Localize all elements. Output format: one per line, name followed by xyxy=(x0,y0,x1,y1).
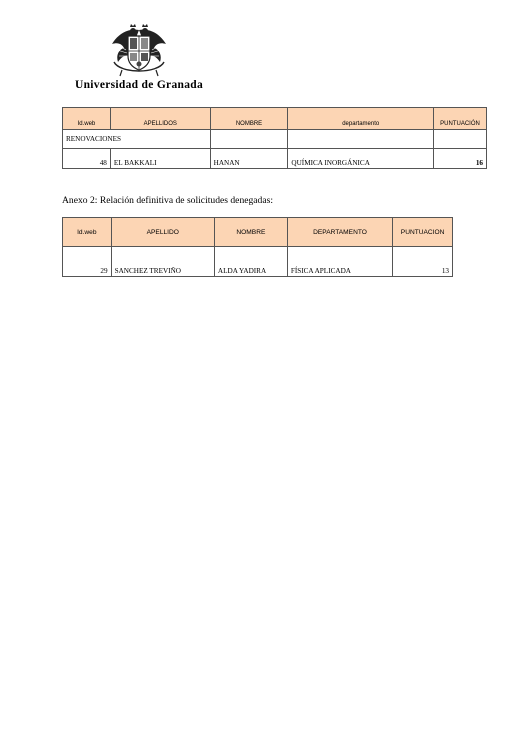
cell-puntuacion: 13 xyxy=(393,247,453,277)
empty-cell xyxy=(434,130,487,149)
cell-nombre: HANAN xyxy=(210,149,288,169)
column-header-apellido: APELLIDO xyxy=(111,218,214,247)
annex-2-title: Anexo 2: Relación definitiva de solicitudes denegadas: xyxy=(62,195,274,206)
university-logo xyxy=(108,22,170,78)
column-header-departamento: departamento xyxy=(288,108,434,130)
column-header-puntuacion: PUNTUACIÓN xyxy=(434,108,487,130)
table-header-row xyxy=(63,108,487,130)
column-header-id: Id.web xyxy=(63,218,112,247)
cell-departamento: FÍSICA APLICADA xyxy=(287,247,392,277)
column-header-nombre: NOMBRE xyxy=(214,218,287,247)
column-header-apellidos: APELLIDOS xyxy=(110,108,210,130)
cell-id: 29 xyxy=(63,247,112,277)
renovaciones-table xyxy=(62,107,487,169)
table-row xyxy=(63,247,453,277)
cell-apellidos: SANCHEZ TREVIÑO xyxy=(111,247,214,277)
empty-cell xyxy=(210,130,288,149)
denegadas-table xyxy=(62,217,453,277)
section-label: RENOVACIONES xyxy=(63,130,211,149)
university-name: Universidad de Granada xyxy=(75,79,204,91)
column-header-id: Id.web xyxy=(63,108,111,130)
cell-id: 48 xyxy=(63,149,111,169)
cell-nombre: ALDA YADIRA xyxy=(214,247,287,277)
cell-apellidos: EL BAKKALI xyxy=(110,149,210,169)
column-header-departamento: DEPARTAMENTO xyxy=(287,218,392,247)
cell-departamento: QUÍMICA INORGÁNICA xyxy=(288,149,434,169)
table-row xyxy=(63,149,487,169)
column-header-nombre: NOMBRE xyxy=(210,108,288,130)
empty-cell xyxy=(288,130,434,149)
cell-puntuacion: 16 xyxy=(434,149,487,169)
section-row xyxy=(63,130,487,149)
table-header-row xyxy=(63,218,453,247)
column-header-puntuacion: PUNTUACION xyxy=(393,218,453,247)
university-coat-of-arms-icon xyxy=(108,22,170,78)
